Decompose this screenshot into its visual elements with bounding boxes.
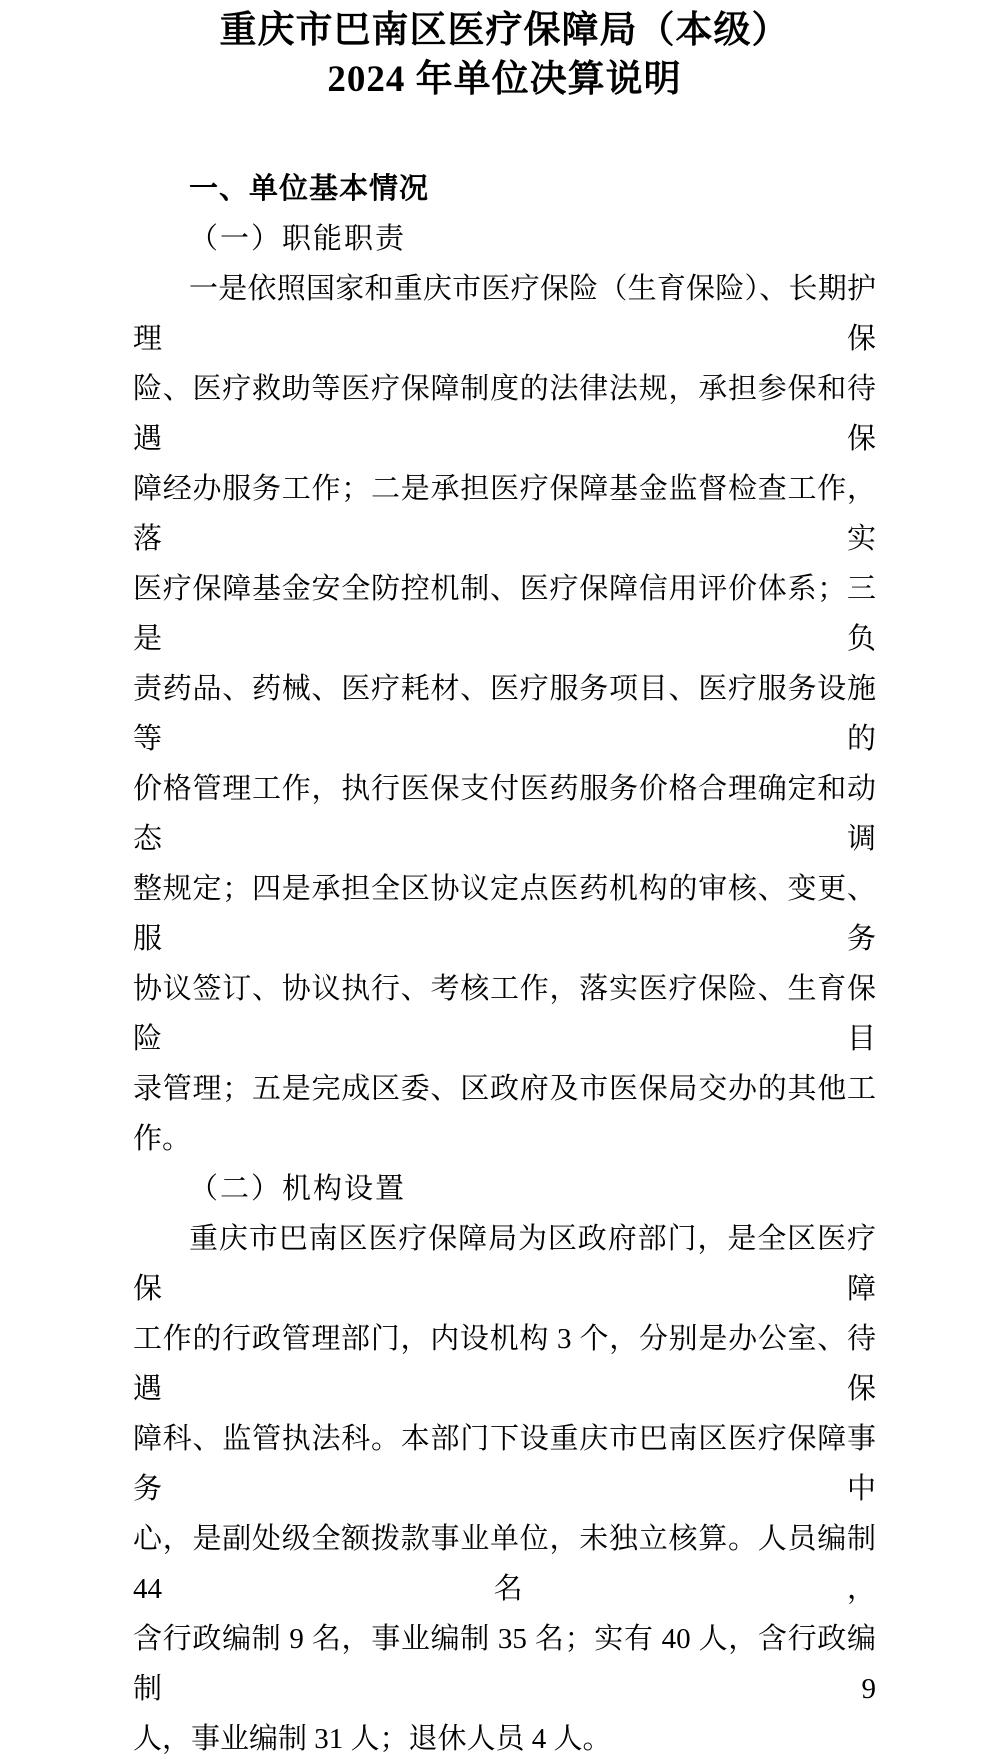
paragraph-line: 障科、监管执法科。本部门下设重庆市巴南区医疗保障事务中 (133, 1423, 876, 1505)
title-line-2: 2024 年单位决算说明 (327, 59, 682, 100)
paragraph-line: 含行政编制 9 名，事业编制 35 名；实有 40 人，含行政编制 9 (133, 1623, 876, 1705)
section-heading-basic-info: 一、单位基本情况 (189, 173, 430, 205)
title-line-1: 重庆市巴南区医疗保障局（本级） (219, 10, 790, 51)
paragraph-line: 协议签订、协议执行、考核工作，落实医疗保险、生育保险目 (133, 973, 876, 1055)
paragraph-line: 险、医疗救助等医疗保障制度的法律法规，承担参保和待遇保 (133, 373, 876, 455)
paragraph-line: 责药品、药械、医疗耗材、医疗服务项目、医疗服务设施等的 (133, 673, 876, 755)
paragraph-line: 人，事业编制 31 人；退休人员 4 人。 (133, 1723, 612, 1755)
paragraph-line: 医疗保障基金安全防控机制、医疗保障信用评价体系；三是负 (133, 573, 876, 655)
paragraph-line: 录管理；五是完成区委、区政府及市医保局交办的其他工作。 (133, 1073, 876, 1155)
paragraph-line: 一是依照国家和重庆市医疗保险（生育保险）、长期护理保 (133, 273, 876, 355)
subsection-heading-organization: （二）机构设置 (189, 1173, 407, 1205)
document-title (133, 6, 876, 104)
paragraph-line: 整规定；四是承担全区协议定点医药机构的审核、变更、服务 (133, 873, 876, 955)
paragraph-line: 重庆市巴南区医疗保障局为区政府部门，是全区医疗保障 (133, 1223, 876, 1305)
paragraph-duties (133, 264, 876, 1164)
paragraph-line: 障经办服务工作；二是承担医疗保障基金监督检查工作，落实 (133, 473, 876, 555)
paragraph-line: 心，是副处级全额拨款事业单位，未独立核算。人员编制 44 名， (133, 1523, 876, 1605)
subsection-heading-duties: （一）职能职责 (189, 223, 407, 255)
paragraph-organization (133, 1214, 876, 1764)
paragraph-line: 价格管理工作，执行医保支付医药服务价格合理确定和动态调 (133, 773, 876, 855)
paragraph-line: 工作的行政管理部门，内设机构 3 个，分别是办公室、待遇保 (133, 1323, 876, 1405)
